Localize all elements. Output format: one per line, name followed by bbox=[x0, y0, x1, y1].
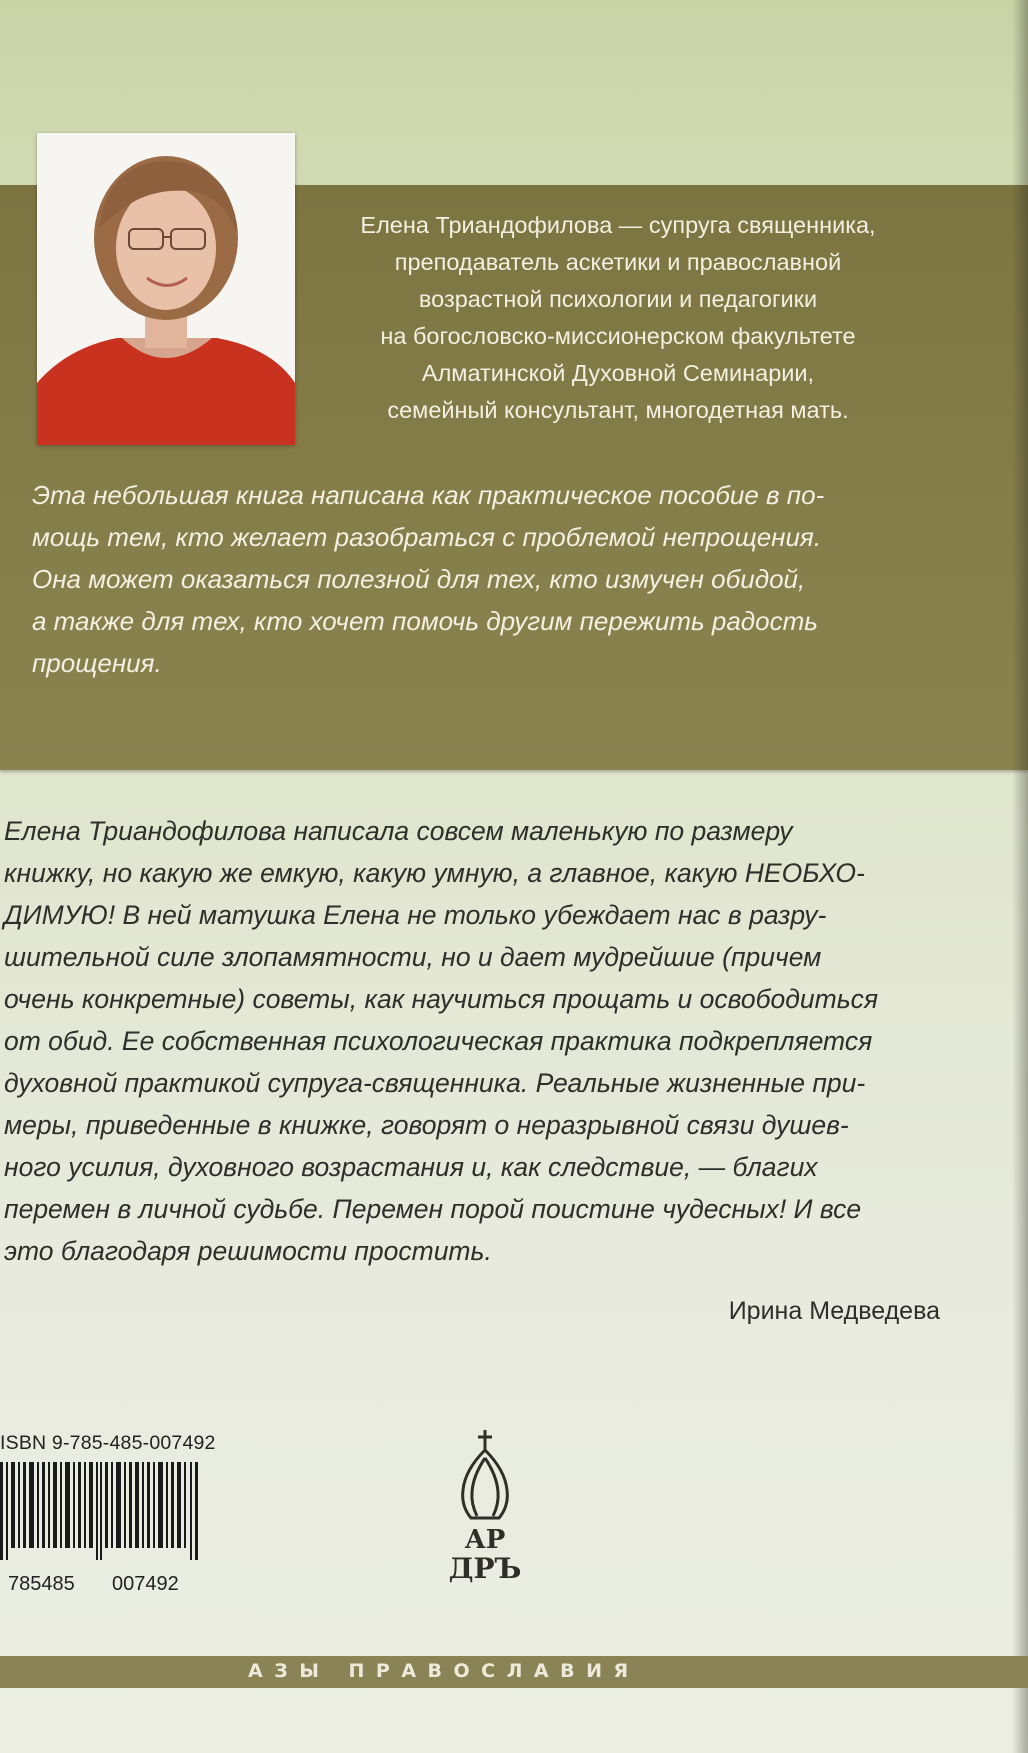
review-line: от обид. Ее собственная психологическая практика подкрепляется bbox=[4, 1026, 873, 1056]
bio-line: Елена Триандофилова — супруга священника, bbox=[360, 212, 876, 238]
blurb-line: прощения. bbox=[32, 648, 162, 678]
author-photo bbox=[37, 133, 295, 445]
review-line: шительной силе злопамятности, но и дает мудрейшие (причем bbox=[4, 942, 822, 972]
series-title: АЗЫ ПРАВОСЛАВИЯ bbox=[248, 1660, 640, 1682]
review-line: очень конкретные) советы, как научиться прощать и освободиться bbox=[4, 984, 879, 1014]
review-line: меры, приведенные в книжке, говорят о неразрывной связи душев- bbox=[4, 1110, 849, 1140]
review-line: перемен в личной судьбе. Перемен порой поистине чудесных! И все bbox=[4, 1194, 862, 1224]
barcode-icon bbox=[0, 1462, 210, 1560]
church-dome-logo-icon bbox=[425, 1428, 545, 1593]
bio-line: семейный консультант, многодетная мать. bbox=[387, 397, 849, 423]
review-signature: Ирина Медведева bbox=[728, 1297, 940, 1325]
author-bio bbox=[318, 207, 918, 429]
barcode-digits-right: 007492 bbox=[112, 1573, 179, 1595]
barcode-digits-left: 785485 bbox=[8, 1573, 75, 1595]
review-line: ного усилия, духовного возрастания и, как следствие, — благих bbox=[4, 1152, 818, 1182]
bio-line: на богословско-миссионерском факультете bbox=[380, 323, 856, 349]
bio-line: преподаватель аскетики и православной bbox=[394, 249, 842, 275]
logo-letters-top: АР bbox=[464, 1525, 506, 1555]
isbn-label: ISBN 9-785-485-007492 bbox=[0, 1432, 216, 1454]
blurb-line: мощь тем, кто желает разобраться с проблемой непрощения. bbox=[32, 522, 822, 552]
review-line: духовной практикой супруга-священника. Реальные жизненные при- bbox=[4, 1068, 866, 1098]
review-line: Елена Триандофилова написала совсем маленькую по размеру bbox=[4, 816, 793, 846]
book-edge-shadow bbox=[1012, 0, 1028, 1753]
review-line: ДИМУЮ! В ней матушка Елена не только убеждает нас в разру- bbox=[4, 900, 827, 930]
blurb-line: Эта небольшая книга написана как практическое пособие в по- bbox=[32, 480, 825, 510]
bio-line: возрастной психологии и педагогики bbox=[418, 286, 818, 312]
logo-letters-bottom: ДРЪ bbox=[448, 1552, 522, 1585]
book-blurb bbox=[32, 474, 947, 684]
review-line: книжку, но какую же емкую, какую умную, а главное, какую НЕОБХО- bbox=[4, 858, 865, 888]
blurb-line: а также для тех, кто хочет помочь другим пережить радость bbox=[32, 606, 818, 636]
review-text bbox=[4, 810, 944, 1272]
review-line: это благодаря решимости простить. bbox=[4, 1236, 492, 1266]
blurb-line: Она может оказаться полезной для тех, кто измучен обидой, bbox=[32, 564, 806, 594]
bio-line: Алматинской Духовной Семинарии, bbox=[421, 360, 815, 386]
